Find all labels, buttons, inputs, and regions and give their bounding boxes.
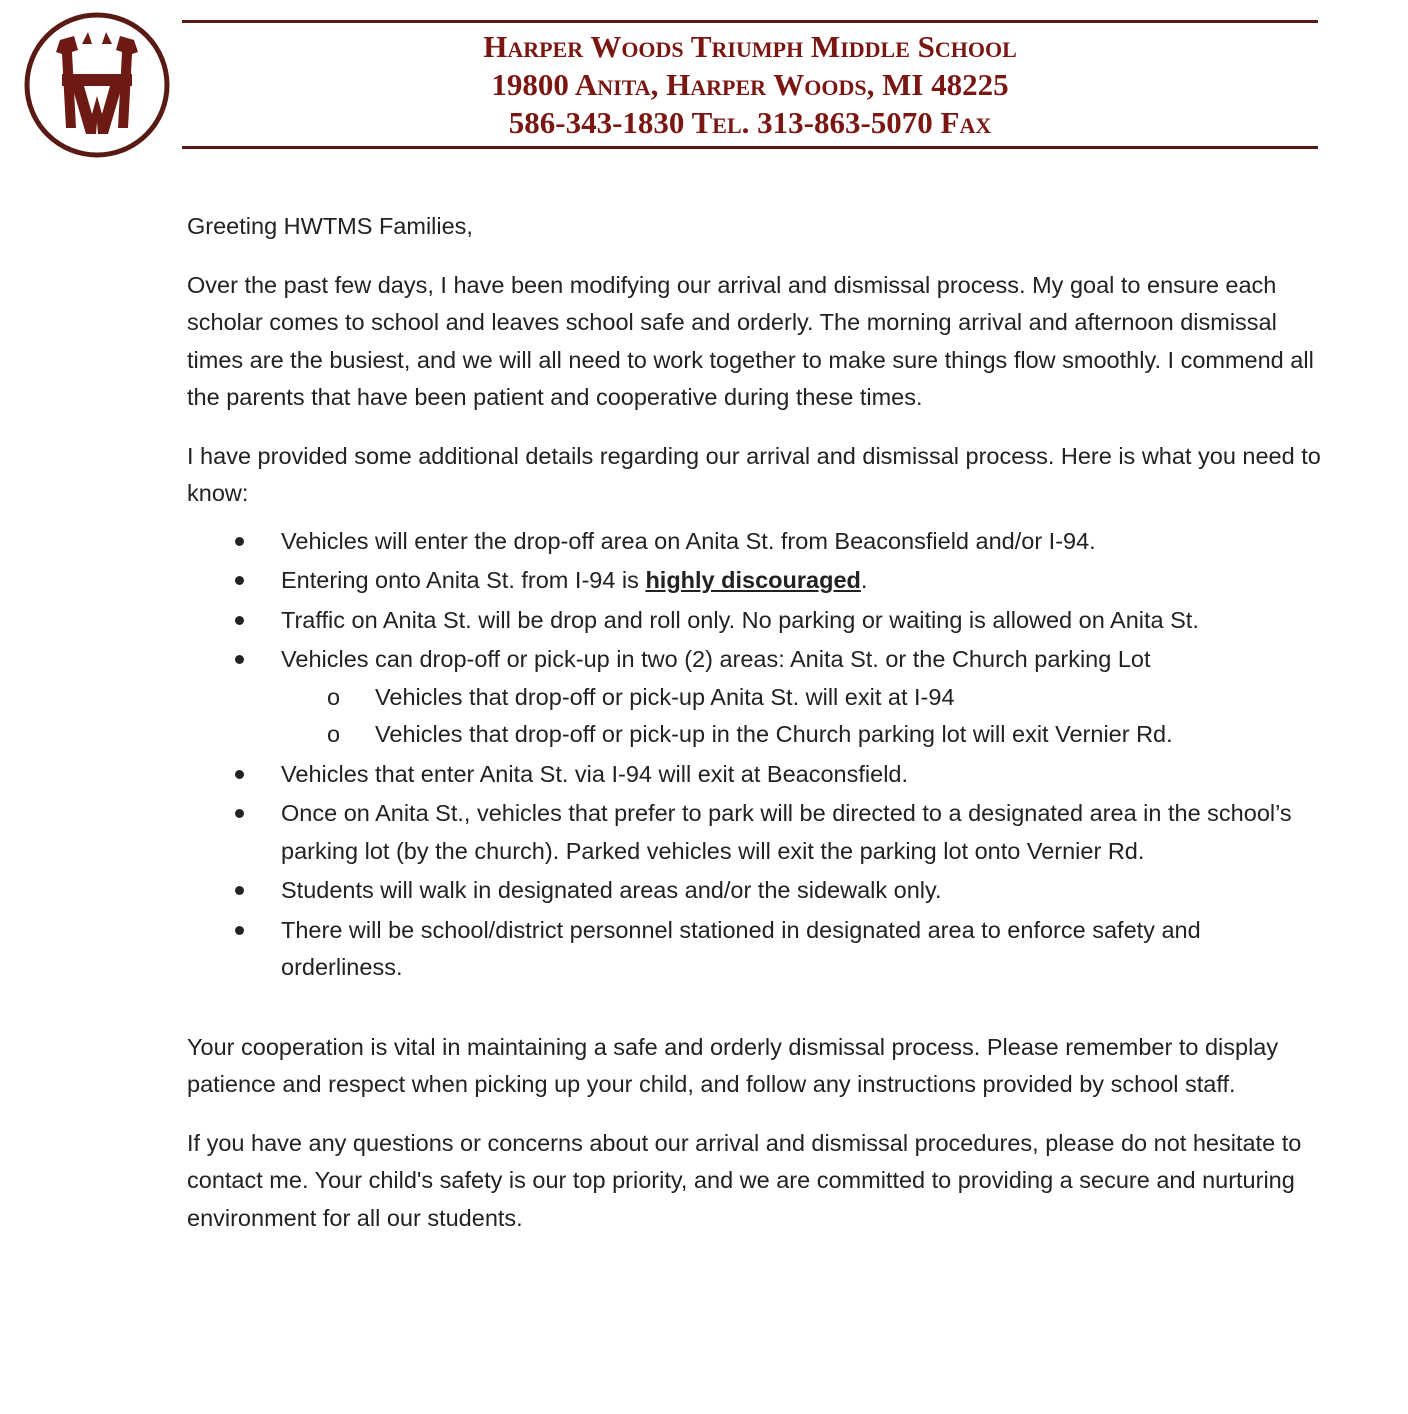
- list-item-text: Vehicles can drop-off or pick-up in two (2) areas: Anita St. or the Church parking Lot: [281, 646, 1151, 672]
- sub-list-item: [281, 716, 1327, 754]
- letterhead-bottom-rule: [182, 146, 1318, 149]
- greeting: Greeting HWTMS Families,: [187, 213, 473, 239]
- list-item: [187, 562, 1327, 600]
- intro-paragraph: Over the past few days, I have been modifying our arrival and dismissal process. My goal to ensure each scholar comes to school and leaves school safe and orderly. The morning arrival and afternoon dismissal times are the busiest, and we will all need to work together to make sure things flow smoothly. I commend all the parents that have been patient and cooperative during these times.: [187, 271, 1314, 410]
- letter-body: [187, 208, 1327, 1237]
- list-item-text: Once on Anita St., vehicles that prefer to park will be directed to a designated area in the school’s parking lot (by the church). Parked vehicles will exit the parking lot onto Vernier Rd.: [281, 800, 1292, 864]
- school-name: Harper Woods Triumph Middle School: [483, 29, 1017, 64]
- list-item-text-end: .: [860, 567, 868, 593]
- school-address: 19800 Anita, Harper Woods, MI 48225: [491, 67, 1009, 102]
- list-item-text: Traffic on Anita St. will be drop and roll only. No parking or waiting is allowed on Anita St.: [281, 606, 1199, 633]
- list-item-text: Students will walk in designated areas and/or the sidewalk only.: [281, 877, 942, 903]
- list-item: [187, 523, 1327, 561]
- sub-list: [281, 679, 1327, 754]
- school-logo: [22, 10, 172, 160]
- letterhead-top-rule: [182, 20, 1318, 23]
- list-item: [187, 756, 1327, 794]
- sub-list-item-text: Vehicles that drop-off or pick-up Anita St. will exit at I-94: [375, 683, 955, 710]
- letterhead: [182, 28, 1318, 142]
- list-item: [187, 795, 1327, 870]
- list-item: [187, 641, 1327, 754]
- closing-paragraph-2: If you have any questions or concerns about our arrival and dismissal procedures, please do not hesitate to contact me. Your child's safety is our top priority, and we are committed to providing a secure and nurturing environment for all our students.: [187, 1129, 1302, 1231]
- closing-paragraph-1: Your cooperation is vital in maintaining a safe and orderly dismissal process. Please remember to display patience and respect when picking up your child, and follow any instructions provided by school staff.: [187, 1033, 1279, 1097]
- emphasis-text: highly discouraged: [645, 567, 861, 593]
- list-item: [187, 872, 1327, 910]
- list-item-text: There will be school/district personnel stationed in designated area to enforce safety and orderliness.: [281, 916, 1201, 980]
- list-item-text: Vehicles will enter the drop-off area on Anita St. from Beaconsfield and/or I-94.: [281, 527, 1096, 554]
- sub-list-item: [281, 679, 1327, 717]
- list-item-text: Vehicles that enter Anita St. via I-94 will exit at Beaconsfield.: [281, 760, 909, 787]
- list-item: [187, 912, 1327, 987]
- hw-monogram-icon: [22, 10, 172, 160]
- list-item: [187, 602, 1327, 640]
- procedure-list: [187, 523, 1327, 987]
- list-item-text: Entering onto Anita St. from I-94 is: [281, 567, 646, 593]
- details-intro-paragraph: I have provided some additional details regarding our arrival and dismissal process. Here is what you need to know:: [187, 442, 1321, 506]
- school-phones: 586-343-1830 Tel. 313-863-5070 Fax: [508, 105, 992, 140]
- sub-list-item-text: Vehicles that drop-off or pick-up in the Church parking lot will exit Vernier Rd.: [375, 721, 1173, 747]
